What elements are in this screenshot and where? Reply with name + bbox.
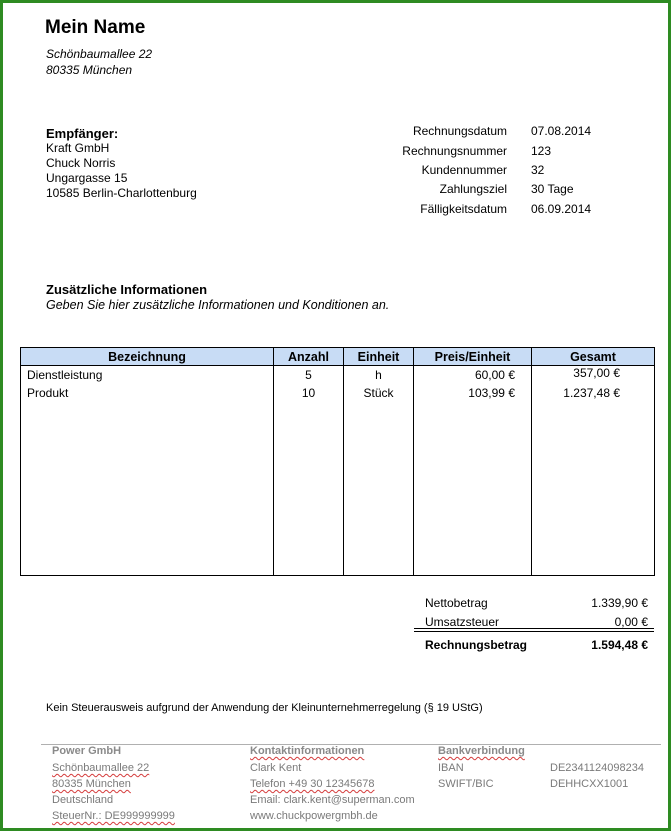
recipient-company: Kraft GmbH (46, 141, 110, 155)
invoice-number-value: 123 (531, 144, 552, 158)
info-text: Geben Sie hier zusätzliche Informationen und Konditionen an. (46, 298, 390, 312)
tax-note: Kein Steuerausweis aufgrund der Anwendung der Kleinunternehmerregelung (§ 19 UStG) (46, 702, 483, 714)
payment-term-label: Zahlungsziel (439, 182, 507, 196)
footer-contact-email[interactable]: Email: clark.kent@superman.com (250, 794, 415, 806)
column-header-unit-price: Preis/Einheit (414, 348, 532, 366)
footer-company-name: Power GmbH (52, 745, 122, 757)
sender-city: 80335 München (46, 63, 133, 77)
table-row (21, 366, 655, 387)
table-row (21, 386, 655, 404)
invoice-total-value: 1.594,48 € (591, 638, 648, 652)
vat-value: 0,00 € (614, 615, 648, 629)
recipient-label: Empfänger: (46, 126, 119, 141)
cell-quantity: 10 (274, 386, 344, 404)
invoice-number-label: Rechnungsnummer (402, 144, 507, 158)
invoice-total-label: Rechnungsbetrag (425, 638, 528, 652)
column-header-total: Gesamt (532, 348, 655, 366)
footer-company-country: Deutschland (52, 794, 114, 806)
recipient-person: Chuck Norris (46, 156, 116, 170)
info-heading: Zusätzliche Informationen (46, 282, 208, 297)
table-empty-space (21, 404, 655, 576)
column-header-quantity: Anzahl (274, 348, 344, 366)
cell-quantity: 5 (274, 366, 344, 387)
totals-rule (414, 628, 654, 629)
footer-contact-person: Clark Kent (250, 762, 302, 774)
recipient-street: Ungargasse 15 (46, 171, 128, 185)
footer-contact-heading: Kontaktinformationen (250, 745, 365, 757)
customer-number-label: Kundennummer (421, 163, 507, 177)
items-table (20, 347, 655, 576)
footer-contact-phone: Telefon +49 30 12345678 (250, 778, 375, 790)
payment-term-value: 30 Tage (531, 182, 574, 196)
footer-iban-value: DE2341124098234 (550, 762, 644, 774)
cell-unit-price: 60,00 € (414, 366, 532, 387)
footer-company-street: Schönbaumallee 22 (52, 762, 150, 774)
cell-description: Produkt (21, 386, 274, 404)
footer-company-city: 80335 München (52, 778, 131, 790)
cell-total: 1.237,48 € (532, 386, 655, 404)
due-date-value: 06.09.2014 (531, 202, 592, 216)
cell-description: Dienstleistung (21, 366, 274, 387)
table-header-row (21, 348, 655, 366)
cell-unit: Stück (344, 386, 414, 404)
recipient-city: 10585 Berlin-Charlottenburg (46, 186, 197, 200)
vat-label: Umsatzsteuer (425, 615, 500, 629)
net-amount-value: 1.339,90 € (591, 596, 648, 610)
footer-tax-id: SteuerNr.: DE999999999 (52, 810, 175, 822)
column-header-unit: Einheit (344, 348, 414, 366)
sender-street: Schönbaumallee 22 (46, 47, 153, 61)
cell-unit: h (344, 366, 414, 387)
net-amount-label: Nettobetrag (425, 596, 488, 610)
customer-number-value: 32 (531, 163, 545, 177)
sender-name: Mein Name (45, 17, 146, 38)
due-date-label: Fälligkeitsdatum (420, 202, 507, 216)
footer-swift-value: DEHHCXX1001 (550, 778, 629, 790)
cell-total: 357,00 € (532, 366, 655, 387)
column-header-description: Bezeichnung (21, 348, 274, 366)
cell-unit-price: 103,99 € (414, 386, 532, 404)
totals-rule (414, 631, 654, 632)
footer-swift-label: SWIFT/BIC (438, 778, 494, 790)
footer-bank-heading: Bankverbindung (438, 745, 525, 757)
footer-contact-website[interactable]: www.chuckpowergmbh.de (250, 810, 378, 822)
invoice-date-value: 07.08.2014 (531, 124, 592, 138)
footer-iban-label: IBAN (438, 762, 464, 774)
invoice-date-label: Rechnungsdatum (412, 124, 507, 138)
